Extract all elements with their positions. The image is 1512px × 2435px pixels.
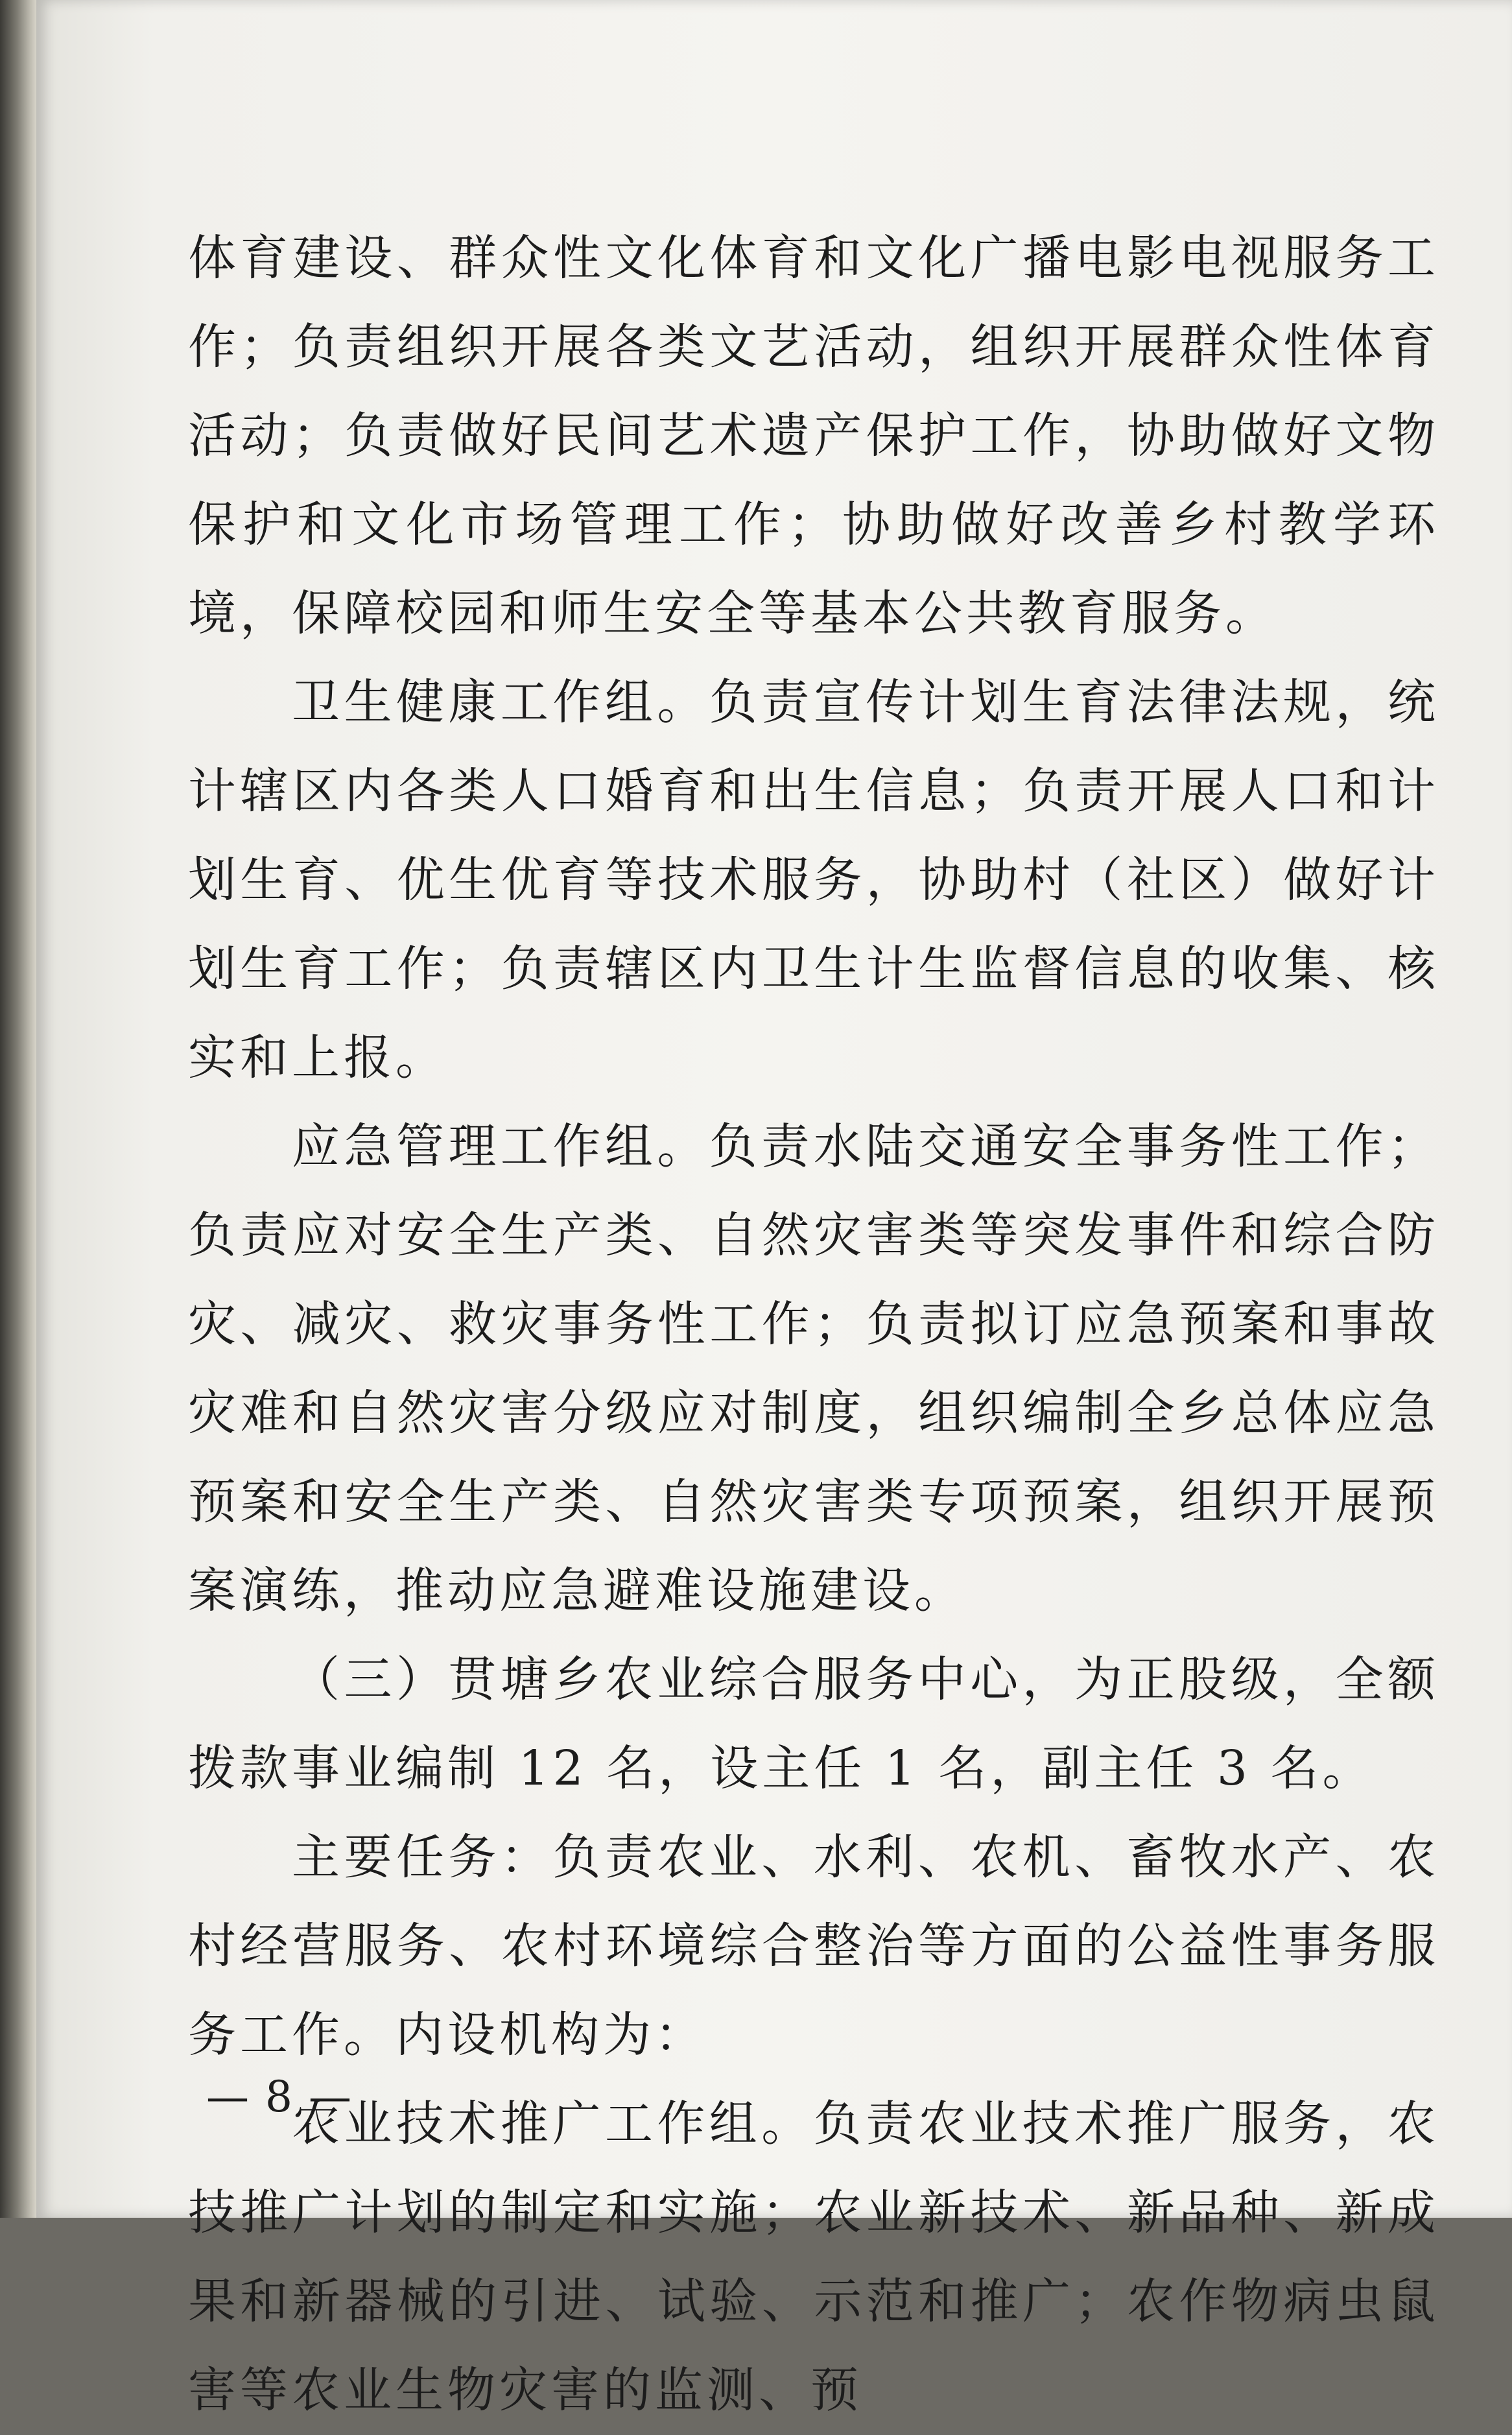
paragraph-agriculture-center: （三）贯塘乡农业综合服务中心，为正股级，全额拨款事业编制 12 名，设主任 1 名，副主任 3 名。 [188,1652,1439,1796]
paragraph-emergency-group: 应急管理工作组。负责水陆交通安全事务性工作；负责应对安全生产类、自然灾害类等突发事件和综合防灾、减灾、救灾事务性工作；负责拟订应急预案和事故灾难和自然灾害分级应对制度，组织编制全乡总体应急预案和安全生产类、自然灾害类专项预案，组织开展预案演练，推动应急避难设施建设。 [188,1119,1439,1619]
binding-edge [0,0,36,2218]
paragraph-culture-sports-continued: 体育建设、群众性文化体育和文化广播电影电视服务工作；负责组织开展各类文艺活动，组织开展群众性体育活动；负责做好民间艺术遗产保护工作，协助做好文物保护和文化市场管理工作；协助做好改善乡村教学环境，保障校园和师生安全等基本公共教育服务。 [188,230,1439,641]
paragraph-health-group: 卫生健康工作组。负责宣传计划生育法律法规，统计辖区内各类人口婚育和出生信息；负责开展人口和计划生育、优生优育等技术服务，协助村（社区）做好计划生育工作；负责辖区内卫生计生监督信息的收集、核实和上报。 [188,674,1439,1086]
document-body [188,214,1439,2435]
page-number: — 8 — [206,2072,353,2122]
paragraph-main-tasks: 主要任务：负责农业、水利、农机、畜牧水产、农村经营服务、农村环境综合整治等方面的公益性事务服务工作。内设机构为： [188,1829,1439,2063]
paragraph-agri-tech-group: 农业技术推广工作组。负责农业技术推广服务，农技推广计划的制定和实施；农业新技术、新品种、新成果和新器械的引进、试验、示范和推广；农作物病虫鼠害等农业生物灾害的监测、预 [188,2096,1439,2418]
